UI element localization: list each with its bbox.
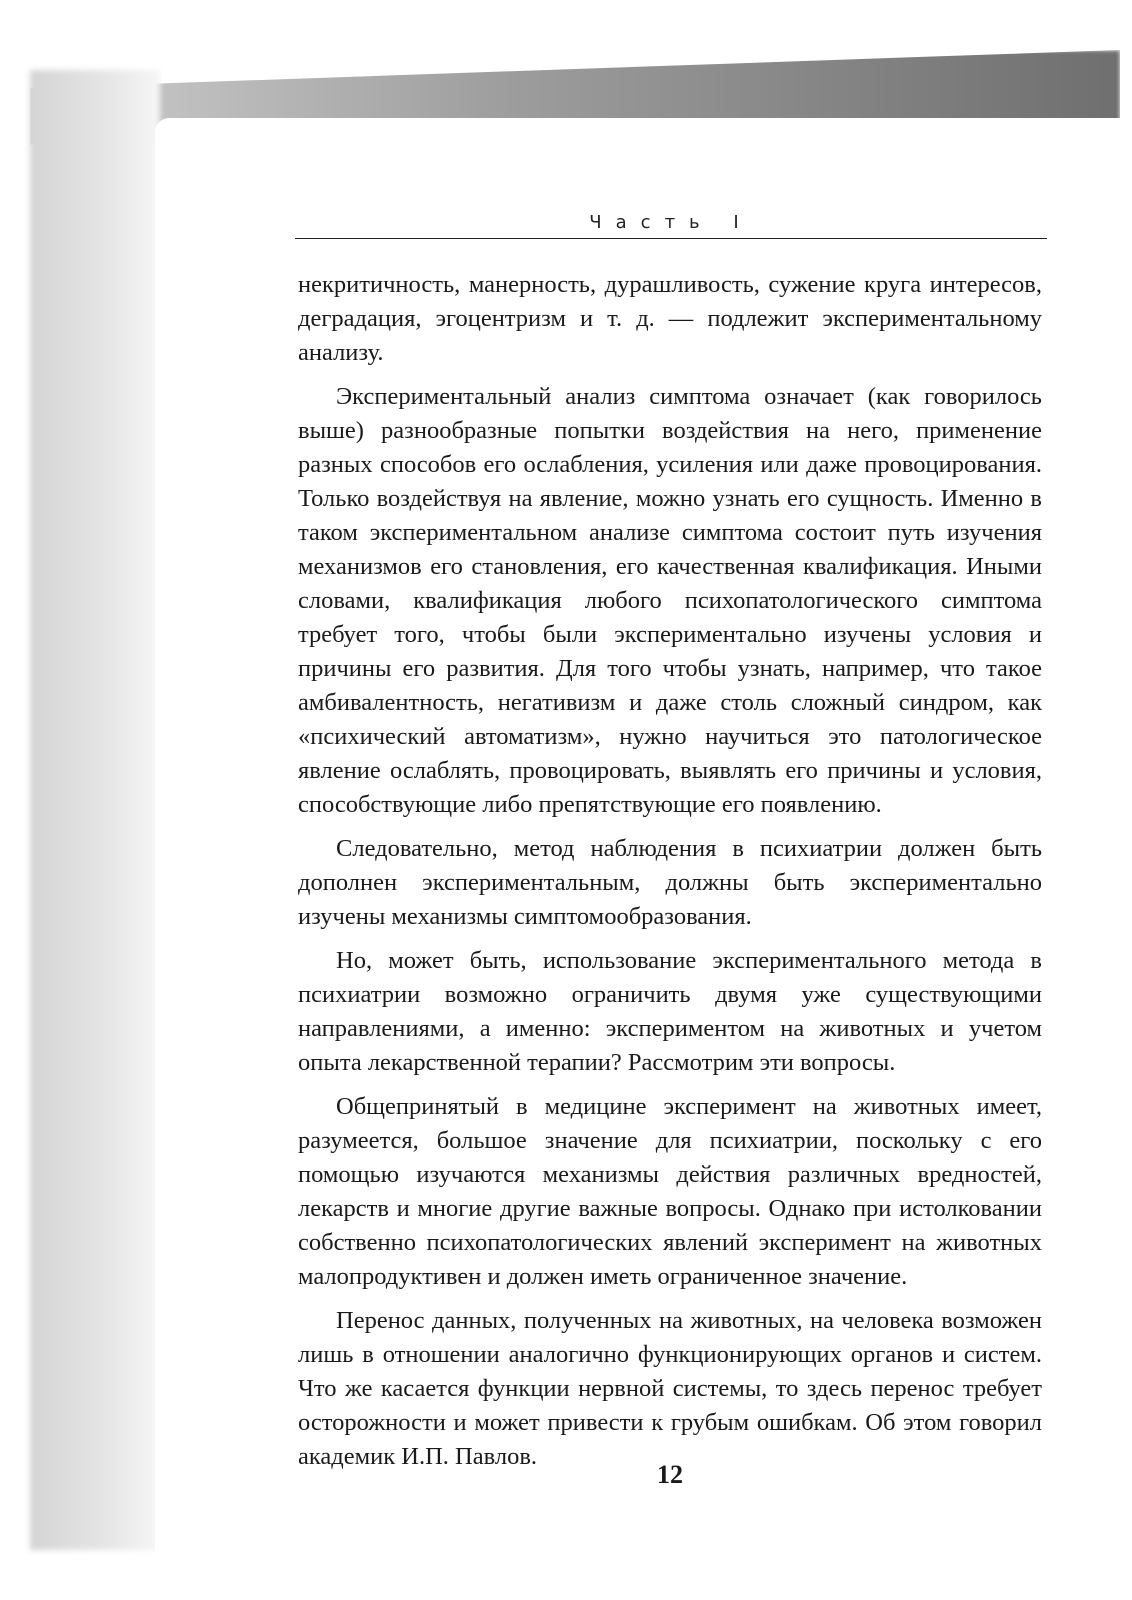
running-header [295, 208, 1047, 239]
paragraph: Общепринятый в медицине эксперимент на животных имеет, разумеется, большое значение для психиатрии, поскольку с его помощью изучаются механизмы действия различных вредностей, лекарств и многие другие важные вопросы. Однако при истолковании собственно психопатологических явлений эксперимент на животных малопродуктивен и должен иметь ограниченное значение. [298, 1093, 1042, 1290]
page-number: 12 [657, 1460, 683, 1489]
paragraph: Но, может быть, использование экспериментального метода в психиатрии возможно ограничить двумя уже существующими направлениями, а именно: экспериментом на животных и учетом опыта лекарственной терапии? Рассмотрим эти вопросы. [298, 947, 1042, 1076]
running-header-title: Часть I [589, 212, 753, 233]
paragraph: Экспериментальный анализ симптома означает (как говорилось выше) разнообразные попытки воздействия на него, применение разных способов его ослабления, усиления или даже провоцирования. Только воздействуя на явление, можно узнать его сущность. Именно в таком экспериментальном анализе симптома состоит путь изучения механизмов его становления, его качественная квалификация. Иными словами, квалификация любого психопатологического симптома требует того, чтобы были экспериментально изучены условия и причины его развития. Для того чтобы узнать, например, что такое амбивалентность, негативизм и даже столь сложный синдром, как «психический автоматизм», нужно научиться это патологическое явление ослаблять, провоцировать, выявлять его причины и условия, способствующие либо препятствующие его появлению. [298, 383, 1042, 818]
paragraph: Перенос данных, полученных на животных, на человека возможен лишь в отношении аналогично функционирующих органов и систем. Что же касается функции нервной системы, то здесь перенос требует осторожности и может привести к грубым ошибкам. Об этом говорил академик И.П. Павлов. [298, 1307, 1042, 1470]
paragraph: некритичность, манерность, дурашливость, сужение круга интересов, деградация, эгоцентризм и т. д. — подлежит экспериментальному анализу. [298, 271, 1042, 366]
paragraph: Следовательно, метод наблюдения в психиатрии должен быть дополнен экспериментальным, должны быть экспериментально изучены механизмы симптомообразования. [298, 835, 1042, 930]
body-text [298, 268, 1042, 1474]
scan-shadow-left [30, 70, 160, 1550]
